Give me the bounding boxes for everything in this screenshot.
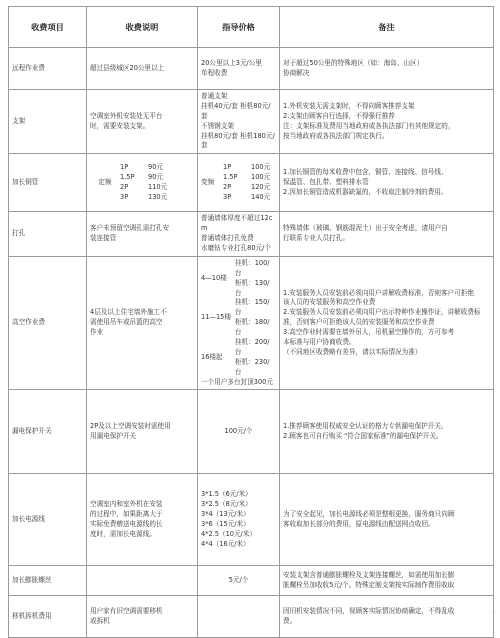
hp-label: 3P bbox=[223, 192, 232, 201]
note-line: 2.顾客也可自行购买 "符合国家标准"的漏电保护开关。 bbox=[283, 431, 443, 440]
price-pair bbox=[223, 163, 270, 173]
row-item: 加长铜管 bbox=[9, 154, 87, 212]
desc-line: 时，需要安装支架。 bbox=[90, 121, 150, 130]
table-row bbox=[9, 390, 494, 474]
desc-line: 空调室外机安装处无平台 bbox=[90, 111, 163, 120]
note-line: 2.安装服务人员安装前必须向用户出示特种作业操作证，讲解收费标 bbox=[283, 308, 481, 317]
price-line: 3*1.5（6元/米） bbox=[201, 490, 252, 499]
hp-label: 1.5P bbox=[120, 172, 135, 181]
row-price bbox=[198, 596, 280, 638]
row-price: 5元/个 bbox=[198, 566, 280, 596]
price-line: 挂机40元/套 柜机80元/套 bbox=[201, 101, 271, 120]
desc-line: 用漏电保护开关 bbox=[90, 431, 137, 440]
row-note bbox=[280, 48, 494, 90]
row-item: 加长膨胀螺丝 bbox=[9, 566, 87, 596]
table-row bbox=[9, 48, 494, 90]
desc-line: 作业 bbox=[90, 328, 104, 337]
hp-label: 1P bbox=[223, 163, 232, 172]
note-line: 本标准与用户协商收费。 bbox=[283, 338, 356, 347]
watermark: ... bbox=[490, 609, 496, 615]
price-line: 水磨钻专业打孔80元/个 bbox=[201, 244, 271, 253]
row-item: 移机拆机费用 bbox=[9, 596, 87, 638]
row-desc bbox=[87, 90, 198, 154]
header-note: 备注 bbox=[280, 7, 494, 48]
row-note bbox=[280, 390, 494, 474]
row-desc bbox=[87, 390, 198, 474]
row-price bbox=[198, 90, 280, 154]
tier bbox=[201, 259, 276, 299]
note-line: 对于超过50公里的特殊地区（如：海岛、山区） bbox=[283, 58, 424, 67]
note-line: 为了安全起见，加长电源线必须是整根更换，服务商只向顾 bbox=[283, 510, 455, 519]
note-line: 1.安装服务人员安装前必须向用户讲解收费标准，否则客户可拒绝 bbox=[283, 288, 474, 297]
tier-line: 挂机：200/台 bbox=[234, 338, 270, 356]
hp-price: 90元 bbox=[148, 163, 163, 172]
row-note bbox=[280, 596, 494, 638]
price-line: 4*2.5（10元/米） bbox=[201, 529, 256, 538]
tier-line: 挂机：150/台 bbox=[234, 298, 270, 317]
tier-line: 柜机：130/台 bbox=[234, 278, 270, 297]
table-row bbox=[9, 90, 494, 154]
row-item: 支架 bbox=[9, 90, 87, 154]
row-price bbox=[198, 474, 280, 566]
price-line: 3*6（15元/米） bbox=[201, 519, 250, 528]
row-desc bbox=[87, 566, 198, 596]
price-pair bbox=[223, 183, 270, 193]
price-line: 挂机80元/套 柜机180元/套 bbox=[201, 131, 275, 150]
header-item: 收费项目 bbox=[9, 7, 87, 48]
hp-price: 140元 bbox=[251, 192, 271, 201]
row-price bbox=[198, 48, 280, 90]
table-row bbox=[9, 256, 494, 390]
hp-price: 90元 bbox=[148, 172, 163, 181]
desc-line: 用户家有旧空调需要移机 bbox=[90, 607, 163, 616]
inverter-label: 变频 bbox=[201, 177, 215, 186]
desc-line: 度时，需加长电源线。 bbox=[90, 529, 156, 538]
row-note bbox=[280, 212, 494, 257]
price-line: 单程收费 bbox=[201, 68, 228, 77]
price-line: 普通支架 bbox=[201, 92, 228, 100]
hp-label: 2P bbox=[223, 182, 232, 191]
hp-price: 120元 bbox=[251, 182, 271, 191]
row-desc bbox=[87, 154, 198, 212]
note-line: （不同地区收费略有差异，请以实际情况为准） bbox=[283, 347, 422, 356]
price-pair bbox=[120, 173, 167, 183]
fee-table bbox=[8, 6, 494, 638]
note-line: 保温管、包扎带、塑料排水管 bbox=[283, 177, 369, 186]
row-note bbox=[280, 256, 494, 390]
row-item: 打孔 bbox=[9, 212, 87, 257]
desc-line: 装连接管 bbox=[90, 234, 117, 243]
desc-line: 或拆机 bbox=[90, 616, 110, 625]
hp-price: 100元 bbox=[251, 163, 271, 172]
tier bbox=[201, 298, 276, 338]
desc-line: 实际免费赠送电源线的长 bbox=[90, 519, 163, 528]
note-line: 该人员的安装服务和高空作业费 bbox=[283, 298, 376, 307]
table-header-row bbox=[9, 7, 494, 48]
row-note bbox=[280, 474, 494, 566]
hp-label: 1.5P bbox=[223, 172, 238, 181]
tier-line: 柜机：180/台 bbox=[234, 318, 270, 337]
note-line: 2.支架由顾客自行选择，不得强行推荐 bbox=[283, 111, 395, 120]
note-line: 行联系专业人员打孔。 bbox=[283, 234, 349, 243]
desc-line: 的过程中，如果距离大于 bbox=[90, 510, 163, 519]
note-line: 按当地政府或各执法部门规定执行。 bbox=[283, 131, 389, 140]
row-desc bbox=[87, 212, 198, 257]
price-line: 3*4（13元/米） bbox=[201, 510, 250, 519]
table-row bbox=[9, 566, 494, 596]
note-line: 费。 bbox=[283, 616, 297, 625]
note-line: 1.外机安装无需支架时，不得向顾客推荐支架 bbox=[283, 101, 415, 110]
note-line: 因旧机安装情况不同，视顾客实际情况协商确定，不得乱收 bbox=[283, 607, 455, 616]
note-line: 1.推荐顾客使用权威安全认证的格力专供漏电保护开关。 bbox=[283, 422, 448, 431]
note-line: 安装支架含普通膨胀螺栓及支架连接螺丝，如需使用加长膨 bbox=[283, 571, 455, 580]
price-line: 20公里以上3元/公里 bbox=[201, 58, 262, 67]
price-pair bbox=[120, 183, 167, 193]
note-line: 客收取加长部分的费用，原电源线由配送网点收回。 bbox=[283, 519, 435, 528]
row-item: 高空作业费 bbox=[9, 256, 87, 390]
note-line: 3.高空作业时需要在墙外吊人，吊机悬空操作的，方可参考 bbox=[283, 328, 455, 337]
row-note bbox=[280, 154, 494, 212]
desc-line: 2P及以上空调安装时需使用 bbox=[90, 422, 171, 431]
price-pair bbox=[223, 193, 270, 203]
note-line: 1.加长铜管的每米收费中包含，铜管、连接线、信号线、 bbox=[283, 168, 448, 176]
row-note bbox=[280, 566, 494, 596]
price-pair bbox=[120, 163, 167, 173]
desc-line: 4层及以上住宅墙外施工不 bbox=[90, 308, 167, 317]
price-line: 4*4（16元/米） bbox=[201, 539, 250, 548]
hp-label: 1P bbox=[120, 163, 129, 172]
note-line: 特殊墙体（玻璃、钢筋混泥土）出于安全考虑，请用户自 bbox=[283, 224, 448, 233]
note-line: 注：支架标准及费用当地政府或各执法部门有其他规定的， bbox=[283, 121, 455, 130]
price-pair bbox=[223, 173, 270, 183]
row-price bbox=[198, 154, 280, 212]
table-row bbox=[9, 596, 494, 638]
note-line: 胀螺栓另加收收5元/个。特殊定制支架按实际制作费用收取 bbox=[283, 580, 455, 589]
table-row bbox=[9, 154, 494, 212]
desc-line: 空调室内和室外机在安装 bbox=[90, 500, 163, 509]
row-price: 100元/个 bbox=[198, 390, 280, 474]
table-row bbox=[9, 474, 494, 566]
row-item: 加长电源线 bbox=[9, 474, 87, 566]
tier-floor: 4—10楼 bbox=[201, 273, 227, 282]
price-pair bbox=[120, 193, 167, 203]
row-item: 远程作业费 bbox=[9, 48, 87, 90]
note-line: 准，否则客户可拒绝该人员的安装服务和高空作业费 bbox=[283, 318, 435, 327]
tier-floor: 11—15楼 bbox=[201, 313, 231, 322]
row-item: 漏电保护开关 bbox=[9, 390, 87, 474]
price-cap: 一个用户多台封顶300元 bbox=[201, 377, 273, 386]
hp-price: 100元 bbox=[251, 172, 271, 181]
row-desc bbox=[87, 596, 198, 638]
row-price bbox=[198, 212, 280, 257]
tier-line: 柜机：230/台 bbox=[234, 357, 270, 376]
row-desc: 超过县级城区20公里以上 bbox=[87, 48, 198, 90]
price-line: 不锈钢支架 bbox=[201, 121, 234, 130]
table-row bbox=[9, 212, 494, 257]
price-line: 3*2.5（8元/米） bbox=[201, 500, 252, 509]
header-price: 指导价格 bbox=[198, 7, 280, 48]
price-line: 普通墙体打孔免费 bbox=[201, 234, 254, 243]
row-desc bbox=[87, 256, 198, 390]
hp-price: 130元 bbox=[148, 192, 168, 201]
fixed-label: 定频 bbox=[98, 177, 112, 186]
price-line: 普通墙体厚度不超过12cm bbox=[201, 214, 273, 233]
tier bbox=[201, 338, 276, 378]
tier-line: 挂机：100/台 bbox=[234, 258, 270, 277]
hp-label: 3P bbox=[120, 192, 129, 201]
header-description: 收费说明 bbox=[87, 7, 198, 48]
tier-floor: 16楼起 bbox=[201, 352, 223, 361]
desc-line: 需使用吊车或吊篮的高空 bbox=[90, 318, 163, 327]
row-note bbox=[280, 90, 494, 154]
note-line: 2.因加长铜管造成机器缺氟的，不收取注制冷剂的费用。 bbox=[283, 187, 448, 196]
hp-label: 2P bbox=[120, 182, 129, 191]
desc-line: 客户未预留空调孔需打孔安 bbox=[90, 224, 170, 233]
row-price bbox=[198, 256, 280, 390]
hp-price: 110元 bbox=[148, 182, 168, 191]
row-desc bbox=[87, 474, 198, 566]
note-line: 协商解决 bbox=[283, 68, 310, 77]
